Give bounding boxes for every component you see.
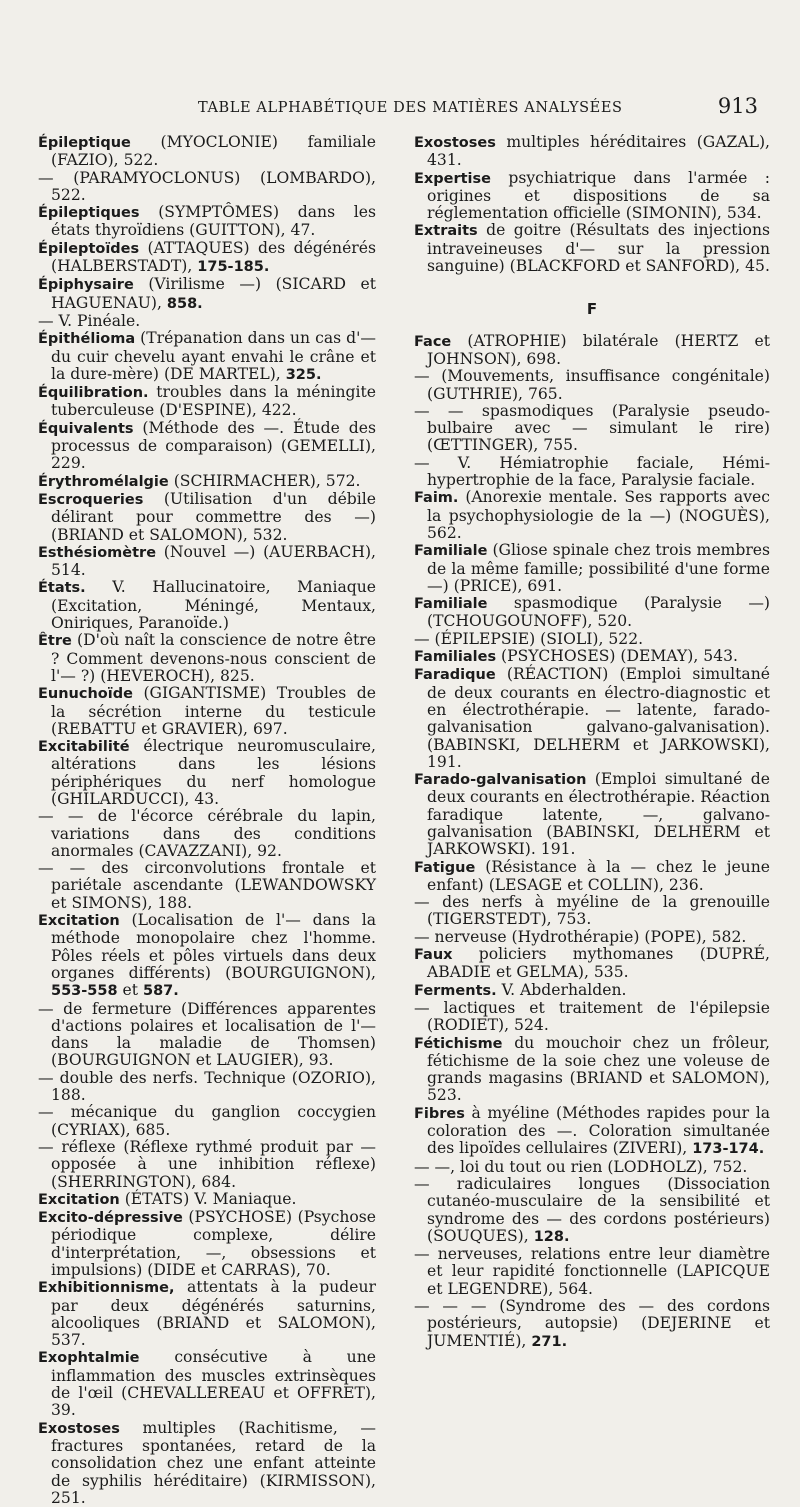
entry-text: (PSYCHOSES) (DEMAY), 543.	[496, 647, 739, 666]
index-entry	[414, 859, 770, 895]
entry-text: — (ÉPILEPSIE) (SIOLI), 522.	[414, 629, 644, 648]
index-entry	[414, 333, 770, 369]
index-entry	[38, 473, 376, 491]
index-entry	[414, 134, 770, 170]
index-entry	[414, 222, 770, 275]
entry-headword: Fatigue	[414, 859, 476, 876]
index-entry	[38, 632, 376, 685]
entry-page-ref: 128.	[533, 1228, 570, 1245]
index-entry	[38, 1001, 376, 1070]
entry-text: — radiculaires longues (Dissociation cutanéo-musculaire de la sensibilité et syndrome des — des cordons postérieurs) (SOUQUES),	[414, 1174, 770, 1245]
entry-headword: Eunuchoïde	[38, 686, 133, 703]
index-entry	[414, 1159, 770, 1176]
index-entry	[414, 648, 770, 666]
entry-page-ref: 271.	[531, 1333, 568, 1350]
entry-headword: Escroqueries	[38, 491, 144, 508]
entry-text: — lactiques et traitement de l'épilepsie (RODIET), 524.	[414, 998, 770, 1035]
index-entry	[38, 1070, 376, 1105]
entry-page-ref: 858.	[166, 295, 203, 312]
entry-headword: Exophtalmie	[38, 1350, 140, 1367]
entry-headword: Faim.	[414, 490, 459, 507]
index-entry	[38, 685, 376, 738]
index-entry	[38, 384, 376, 420]
entry-text: — — des circonvolutions frontale et pariétale ascendante (LEWANDOWSKY et SIMONS), 188.	[38, 859, 376, 912]
index-entry	[38, 860, 376, 912]
right-column	[414, 134, 770, 1351]
index-entry	[38, 276, 376, 313]
entry-text: (Nouvel —) (AUERBACH), 514.	[51, 542, 376, 580]
index-entry	[414, 929, 770, 946]
entry-headword: Équilibration.	[38, 385, 149, 402]
index-entry	[414, 982, 770, 1000]
entry-text: — V. Hémiatrophie faciale, Hémi-hypertrophie de la face, Paralysie faciale.	[414, 453, 770, 490]
entry-headword: Équivalents	[38, 420, 134, 437]
index-entry	[414, 489, 770, 542]
entry-page-ref: 553-558	[51, 983, 118, 1000]
index-entry	[414, 455, 770, 490]
index-entry	[38, 491, 376, 544]
entry-text: et	[117, 981, 143, 1000]
entry-text: — nerveuses, relations entre leur diamètre et leur rapidité fonctionnelle (LAPICQUE et LEGENDRE), 564.	[414, 1245, 770, 1298]
entry-text: (Emploi simultané de deux courants en électrothérapie. Réaction faradique latente, —, galvano-galvanisation (BABINSKI, DELHERM et JARKOWSKI). 191.	[427, 770, 770, 859]
entry-headword: Excito-dépressive	[38, 1210, 183, 1227]
index-entry	[414, 946, 770, 982]
entry-text: — —, loi du tout ou rien (LODHOLZ), 752.	[414, 1157, 748, 1176]
index-entry	[38, 579, 376, 632]
entry-headword: Excitabilité	[38, 739, 130, 756]
entry-text: — nerveuse (Hydrothérapie) (POPE), 582.	[414, 927, 747, 946]
index-entry	[38, 170, 376, 205]
entry-text: V. Hallucinatoire, Maniaque (Excitation, Méningé, Mentaux, Oniriques, Paranoïde.)	[51, 578, 376, 633]
index-entry	[414, 403, 770, 455]
index-entry	[414, 894, 770, 929]
entry-text: (SYMPTÔMES) dans les états thyroïdiens (GUITTON), 47.	[51, 203, 376, 240]
index-entry	[38, 204, 376, 240]
entry-headword: Exhibitionnisme,	[38, 1280, 175, 1297]
entry-text: — (PARAMYOCLONUS) (LOMBARDO), 522.	[38, 168, 376, 204]
entry-text: (Méthode des —. Étude des processus de comparaison) (GEMELLI), 229.	[51, 418, 376, 473]
left-column	[38, 134, 376, 1507]
running-title: TABLE ALPHABÉTIQUE DES MATIÈRES ANALYSÉES	[198, 100, 623, 116]
index-entry	[414, 631, 770, 648]
entry-headword: Expertise	[414, 170, 491, 187]
entry-text: (GIGANTISME) Troubles de la sécrétion interne du testicule (REBATTU et GRAVIER), 697.	[51, 684, 376, 738]
index-entry	[38, 1209, 376, 1279]
index-entry	[414, 1035, 770, 1105]
index-entry	[414, 1298, 770, 1351]
entry-page-ref: 175-185.	[197, 259, 270, 276]
entry-headword: Exostoses	[38, 1420, 120, 1437]
entry-headword: Fétichisme	[414, 1035, 503, 1052]
entry-headword: Face	[414, 333, 452, 350]
entry-headword: Exostoses	[414, 135, 496, 151]
entry-text: (Virilisme —) (SICARD et HAGUENAU),	[51, 275, 376, 312]
entry-text: — — — (Syndrome des — des cordons postérieurs, autopsie) (DEJERINE et JUMENTIÉ),	[414, 1297, 770, 1350]
index-entry	[414, 1246, 770, 1298]
entry-text: à myéline (Méthodes rapides pour la coloration des —. Coloration simultanée des lipoïdes cellulaires (ZIVERI),	[427, 1103, 770, 1158]
entry-headword: Familiales	[414, 649, 497, 666]
entry-page-ref: 587.	[142, 983, 179, 1000]
entry-headword: Épileptiques	[38, 205, 140, 222]
index-entry	[414, 368, 770, 403]
index-entry	[38, 544, 376, 580]
entry-text: (D'où naît la conscience de notre être ? Comment devenons-nous conscient de l'— ?) (HEVEROCH), 825.	[51, 631, 376, 685]
entry-headword: Esthésiomètre	[38, 544, 157, 561]
index-entry	[38, 912, 376, 1000]
index-entry	[38, 1279, 376, 1349]
entry-text: (RÉACTION) (Emploi simultané de deux courants en électro-diagnostic et en électrothérapie. — latente, farado-galvanisation galvano-galvanisation). (BABINSKI, DELHERM et JARKOWSKI), 191.	[427, 665, 770, 771]
index-entry	[414, 666, 770, 771]
entry-text: électrique neuromusculaire, altérations dans les lésions périphériques du nerf homologue (GHILARDUCCI), 43.	[51, 737, 376, 808]
index-entry	[38, 1104, 376, 1139]
index-entry	[414, 771, 770, 858]
entry-text: policiers mythomanes (DUPRÉ, ABADIE et GELMA), 535.	[427, 945, 770, 982]
entry-text: — double des nerfs. Technique (OZORIO), 188.	[38, 1068, 376, 1105]
entry-text: — — de l'écorce cérébrale du lapin, variations dans des conditions anormales (CAVAZZANI), 92.	[38, 807, 376, 860]
entry-headword: Farado-galvanisation	[414, 772, 587, 789]
entry-page-ref: 325.	[285, 366, 322, 383]
entry-text: consécutive à une inflammation des muscles extrinsèques de l'œil (CHEVALLEREAU et OFFRET), 39.	[51, 1348, 376, 1420]
entry-text: multiples héréditaires (GAZAL), 431.	[427, 133, 770, 170]
entry-text: multiples (Rachitisme, — fractures spontanées, retard de la consolidation chez une enfant atteinte de syphilis héréditaire) (KIRMISSON), 251.	[51, 1418, 376, 1507]
entry-headword: Épithélioma	[38, 331, 136, 348]
index-entry	[38, 738, 376, 808]
index-entry	[38, 330, 376, 384]
entry-text: spasmodique (Paralysie —) (TCHOUGOUNOFF), 520.	[427, 594, 770, 631]
entry-headword: Familiale	[414, 543, 488, 560]
entry-text: — V. Pinéale.	[38, 311, 141, 330]
entry-text: — des nerfs à myéline de la grenouille (TIGERSTEDT), 753.	[414, 893, 770, 929]
entry-text: (Trépanation dans un cas d'— du cuir chevelu ayant envahi le crâne et la dure-mère) (DE MARTEL),	[51, 329, 376, 383]
entry-text: (ÉTATS) V. Maniaque.	[119, 1189, 297, 1208]
entry-text: du mouchoir chez un frôleur, fétichisme de la soie chez une voleuse de grands magasins (BRIAND et SALOMON), 523.	[427, 1033, 770, 1105]
index-entry	[414, 1000, 770, 1035]
index-entry	[38, 1420, 376, 1507]
index-entry	[414, 1176, 770, 1246]
entry-text: V. Abderhalden.	[496, 980, 627, 999]
index-entry	[414, 595, 770, 631]
entry-text: (Localisation de l'— dans la méthode monopolaire chez l'homme. Pôles réels et pôles virtuels dans deux organes différents) (BOURGUIGNON),	[51, 911, 376, 982]
index-entry	[38, 134, 376, 170]
entry-text: — de fermeture (Différences apparentes d'actions polaires et localisation de l'— dans la maladie de Thomsen) (BOURGUIGNON et LAUGIER), 93.	[38, 999, 376, 1070]
entry-headword: Être	[38, 633, 72, 650]
index-entry	[38, 1191, 376, 1209]
page-number: 913	[717, 94, 758, 118]
entry-text: — mécanique du ganglion coccygien (CYRIAX), 685.	[38, 1103, 376, 1139]
entry-headword: Faradique	[414, 667, 496, 684]
entry-headword: Épiphysaire	[38, 277, 134, 294]
entry-text: (Gliose spinale chez trois membres de la même famille; possibilité d'une forme —) (PRICE), 691.	[427, 541, 770, 595]
entry-text: (ATROPHIE) bilatérale (HERTZ et JOHNSON), 698.	[427, 331, 770, 368]
index-entry	[414, 1105, 770, 1159]
entry-text: — (Mouvements, insuffisance congénitale) (GUTHRIE), 765.	[414, 367, 770, 403]
entry-text: (ATTAQUES) des dégénérés (HALBERSTADT),	[51, 238, 376, 276]
index-entry	[414, 542, 770, 595]
entry-text: (SCHIRMACHER), 572.	[168, 471, 361, 490]
entry-headword: Ferments.	[414, 982, 497, 999]
entry-text: — — spasmodiques (Paralysie pseudo-bulbaire avec — simulant le rire) (ŒTTINGER), 755.	[414, 401, 770, 455]
entry-text: (PSYCHOSE) (Psychose périodique complexe, délire d'interprétation, —, obsessions et impulsions) (DIDE et CARRAS), 70.	[51, 1208, 376, 1279]
entry-text: (Résistance à la — chez le jeune enfant) (LESAGE et COLLIN), 236.	[427, 857, 770, 894]
entry-headword: Extraits	[414, 223, 478, 240]
entry-headword: Excitation	[38, 913, 120, 930]
index-entry	[38, 240, 376, 277]
entry-headword: États.	[38, 580, 86, 597]
entry-text: (Utilisation d'un débile délirant pour commettre des —) (BRIAND et SALOMON), 532.	[51, 489, 376, 544]
section-letter: F	[586, 300, 598, 319]
entry-text: attentats à la pudeur par deux dégénérés saturnins, alcooliques (BRIAND et SALOMON), 537.	[51, 1278, 376, 1350]
entry-text: de goitre (Résultats des injections intraveineuses d'— sur la pression sanguine) (BLACKFORD et SANFORD), 45.	[427, 221, 770, 276]
index-entry	[38, 1139, 376, 1191]
entry-page-ref: 173-174.	[692, 1141, 765, 1158]
index-entry	[38, 313, 376, 330]
entry-text: — réflexe (Réflexe rythmé produit par — opposée à une inhibition réflexe) (SHERRINGTON), 684.	[38, 1137, 376, 1191]
index-entry	[38, 808, 376, 860]
page-header	[0, 96, 800, 122]
entry-text: (MYOCLONIE) familiale (FAZIO), 522.	[51, 133, 376, 170]
entry-headword: Fibres	[414, 1105, 465, 1122]
entry-text: psychiatrique dans l'armée : origines et dispositions de sa réglementation officielle (SIMONIN), 534.	[427, 168, 770, 223]
index-entry	[38, 1349, 376, 1419]
entry-headword: Familiale	[414, 596, 488, 613]
entry-headword: Excitation	[38, 1191, 120, 1208]
entry-headword: Faux	[414, 947, 453, 964]
index-entry	[38, 420, 376, 473]
entry-text: (Anorexie mentale. Ses rapports avec la psychophysiologie de la —) (NOGUÈS), 562.	[427, 488, 770, 542]
entry-headword: Épileptoïdes	[38, 240, 140, 257]
entry-headword: Érythromélalgie	[38, 473, 169, 490]
index-entry	[414, 170, 770, 223]
entry-headword: Épileptique	[38, 135, 131, 151]
entry-text: troubles dans la méningite tuberculeuse (D'ESPINE), 422.	[51, 383, 376, 420]
